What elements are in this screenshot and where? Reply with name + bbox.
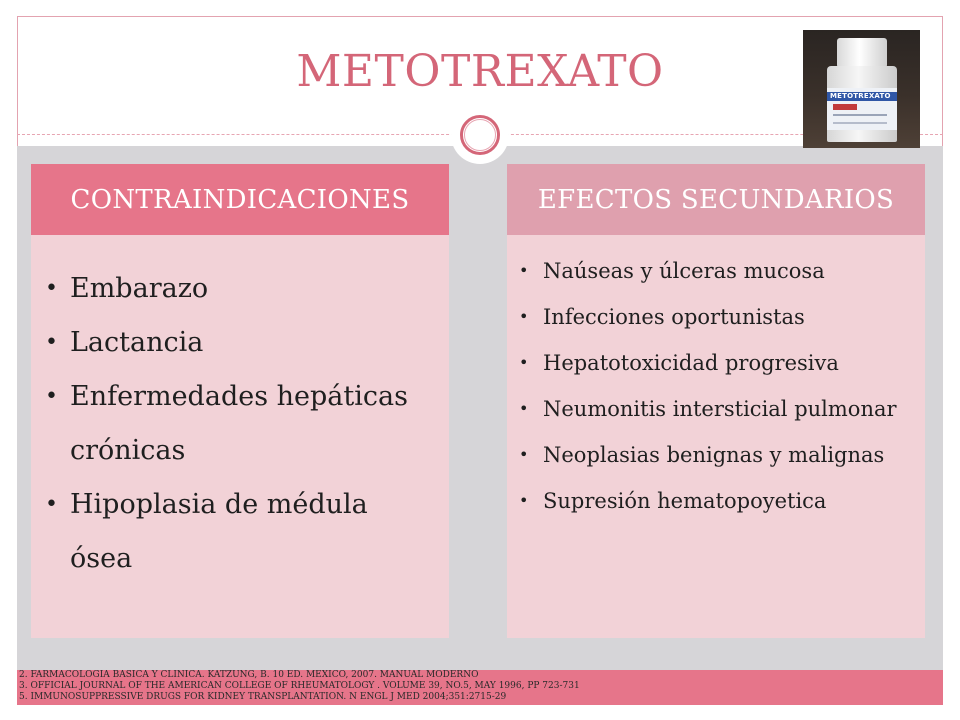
bottle-label-lines	[833, 114, 887, 124]
bottle-label-mark	[833, 104, 857, 110]
reference-line: 2. FARMACOLOGÍA BASICA Y CLÍNICA. KATZUNG, B. 10 ED. MÉXICO, 2007. MANUAL MODERNO	[19, 670, 479, 680]
reference-line: 5. IMMUNOSUPPRESSIVE DRUGS FOR KIDNEY TRANSPLANTATION. N ENGL J MED 2004;351:2715-29	[19, 692, 507, 702]
list-item: • Naúseas y úlceras mucosa	[517, 248, 925, 294]
side-effects-panel	[507, 164, 925, 638]
list-item: • Hipoplasia de médula ósea	[43, 478, 449, 586]
bottle-cap	[837, 38, 887, 68]
list-item: • Infecciones oportunistas	[517, 294, 925, 340]
list-item: • Enfermedades hepáticas crónicas	[43, 370, 449, 478]
references-bar	[17, 670, 943, 705]
slide-title: METOTREXATO	[296, 46, 664, 97]
divider-circle-inner	[464, 119, 496, 151]
contraindications-panel	[31, 164, 449, 638]
list-item: • Hepatotoxicidad progresiva	[517, 340, 925, 386]
list-item: • Lactancia	[43, 316, 449, 370]
list-item: • Neumonitis intersticial pulmonar	[517, 386, 925, 432]
contraindications-list	[31, 235, 449, 586]
list-item: • Supresión hematopoyetica	[517, 478, 925, 524]
medicine-bottle-photo	[803, 30, 920, 148]
contraindications-header: CONTRAINDICACIONES	[31, 164, 449, 235]
side-effects-header: EFECTOS SECUNDARIOS	[507, 164, 925, 235]
reference-line: 3. OFFICIAL JOURNAL OF THE AMERICAN COLLEGE OF RHEUMATOLOGY . VOLUME 39, NO.5, MAY 1996, PP 723-731	[19, 681, 580, 691]
bottle-label-text: METOTREXATO	[830, 92, 891, 100]
list-item: • Embarazo	[43, 262, 449, 316]
side-effects-list	[507, 235, 925, 524]
list-item: • Neoplasias benignas y malignas	[517, 432, 925, 478]
